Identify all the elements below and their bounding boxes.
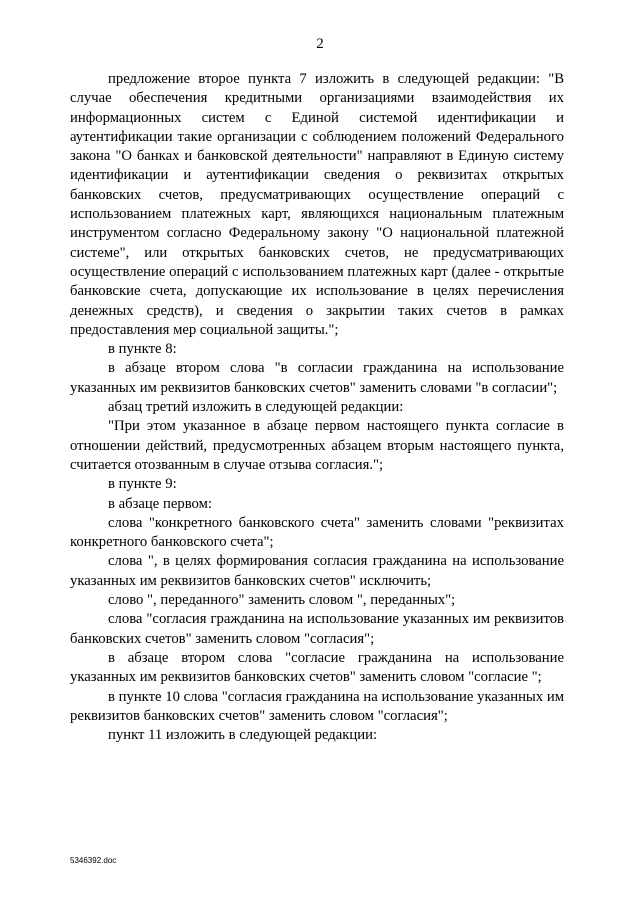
paragraph-9: слова ", в целях формирования согласия гражданина на использование указанных им реквизитов банковских счетов" исключить; — [70, 553, 564, 589]
paragraph-7: в абзаце первом: — [108, 495, 212, 512]
paragraph-12: в абзаце втором слова "согласие гражданина на использование указанных им реквизитов банковских счетов" заменить словом "согласие "; — [70, 649, 564, 686]
paragraph-11: слова "согласия гражданина на использование указанных им реквизитов банковских счетов" заменить словом "согласия"; — [70, 611, 564, 647]
paragraph-14: пункт 11 изложить в следующей редакции: — [108, 727, 378, 744]
document-footer: 5346392.doc — [70, 856, 117, 865]
paragraph-8: слова "конкретного банковского счета" заменить словами "реквизитах конкретного банковского счета"; — [70, 514, 564, 551]
paragraph-10: слово ", переданного" заменить словом ", переданных"; — [108, 592, 456, 609]
paragraph-4: абзац третий изложить в следующей редакции: — [108, 399, 404, 416]
paragraph-5: "При этом указанное в абзаце первом настоящего пункта согласие в отношении действий, предусмотренных абзацем вторым настоящего пункта, считается отозванным в случае отзыва согласия."; — [70, 418, 564, 473]
paragraph-6: в пункте 9: — [108, 476, 177, 493]
paragraph-2: в пункте 8: — [108, 341, 177, 358]
page-number: 2 — [316, 36, 324, 52]
paragraph-1: предложение второе пункта 7 изложить в следующей редакции: "В случае обеспечения кредитными организациями взаимодействия их информационных систем с Единой системой идентификации и аутентификации такие организации с соблюдением положений Федерального закона "О банках и банковской деятельности" направляют в Единую систему идентификации и аутентификации сведения о реквизитах открытых банковских счетов, предусматривающих осуществление операций с использованием платежных карт, являющихся национальным платежным инструментом согласно Федеральному закону "О национальной платежной системе", или открытых банковских счетов, не предусматривающих осуществление операций с использованием платежных карт (далее - открытые банковские счета, допускающие их использование в целях перечисления денежных средств), и сведения о закрытии таких счетов в рамках предоставления мер социальной защиты."; — [70, 71, 564, 338]
paragraph-13: в пункте 10 слова "согласия гражданина на использование указанных им реквизитов банковских счетов" заменить словом "согласия"; — [70, 688, 564, 724]
document-body — [70, 70, 564, 745]
paragraph-3: в абзаце втором слова "в согласии гражданина на использование указанных им реквизитов банковских счетов" заменить словами "в согласии"; — [70, 360, 564, 396]
